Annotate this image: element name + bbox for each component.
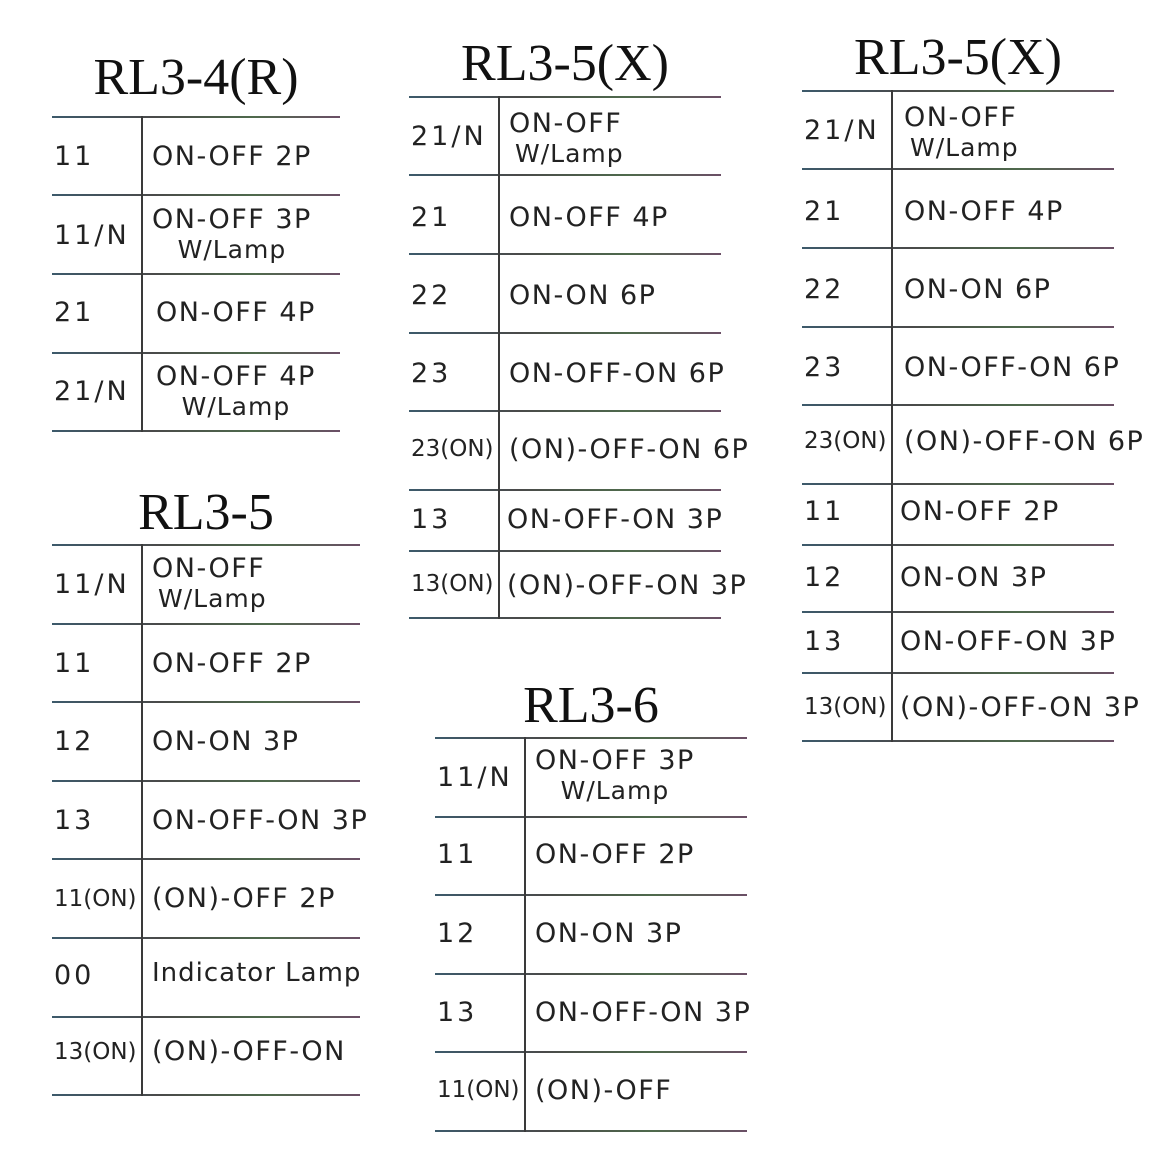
table-row-code: 00 [54,960,95,991]
table-row-desc: ON-ON 6P [904,274,1052,305]
table-row-code: 22 [804,274,845,305]
table-row-desc: ON-OFF W/Lamp [152,553,267,613]
table-row-desc: ON-OFF-ON 3P [152,805,369,836]
table-row-desc: ON-OFF W/Lamp [509,108,624,168]
table-row-desc: (ON)-OFF-ON [152,1036,346,1067]
table-row-code: 12 [54,726,95,757]
table-row-code: 11 [804,496,845,527]
table-row-code: 12 [804,562,845,593]
table-row-code: 13(ON) [804,694,887,720]
table-row-code: 23 [804,352,845,383]
table-row-code: 23 [411,358,452,389]
table-row-code: 13 [804,626,845,657]
table-row-code: 11/N [54,220,130,251]
table-row-code: 12 [437,918,478,949]
table-row-code: 23(ON) [804,428,887,454]
table-row-code: 11(ON) [54,886,137,912]
block-title: RL3-6 [523,677,659,734]
table-row-code: 13(ON) [54,1039,137,1065]
table-row-desc: ON-OFF-ON 3P [507,504,724,535]
table-row-desc: ON-OFF-ON 3P [900,626,1117,657]
table-row-desc: ON-OFF-ON 3P [535,997,752,1028]
table-row-code: 13(ON) [411,571,494,597]
table-row-desc: ON-OFF 2P [900,496,1060,527]
table-row-code: 13 [54,805,95,836]
table-row-code: 21/N [54,376,130,407]
table-row-code: 13 [411,504,452,535]
table-block-rl3-6 [435,670,752,1140]
table-row-desc: ON-OFF 3P W/Lamp [152,204,312,264]
table-row-code: 11/N [437,762,513,793]
table-row-desc: ON-OFF-ON 6P [509,358,726,389]
table-block-rl3-5x-right [802,0,1145,750]
table-row-desc: (ON)-OFF-ON 3P [507,570,748,601]
switch-table [435,737,752,1135]
table-row-desc: (ON)-OFF [535,1075,673,1106]
switch-table [409,96,750,622]
block-title: RL3-4(R) [93,49,299,106]
table-block-rl3-5 [52,480,369,1100]
table-row-code: 21/N [411,121,487,152]
table-row-desc: ON-OFF 4P [156,297,316,328]
table-row-code: 13 [437,997,478,1028]
table-block-rl3-5x-middle [409,0,750,625]
table-row-desc: ON-OFF-ON 6P [904,352,1121,383]
table-row-desc: ON-OFF W/Lamp [904,102,1019,162]
table-row-desc: (ON)-OFF-ON 6P [509,434,750,465]
table-row-desc: ON-OFF 2P [535,839,695,870]
table-row-code: 11(ON) [437,1077,520,1103]
table-row-desc: ON-ON 6P [509,280,657,311]
switch-table [52,116,340,434]
table-row-desc: ON-OFF 2P [152,141,312,172]
table-row-desc: (ON)-OFF-ON 3P [900,692,1141,723]
table-row-code: 11/N [54,569,130,600]
table-row-desc: ON-OFF 4P W/Lamp [156,361,316,421]
table-row-desc: ON-OFF 3P W/Lamp [535,745,695,805]
switch-table [52,544,369,1098]
table-row-code: 21 [54,297,95,328]
table-row-code: 23(ON) [411,436,494,462]
table-row-code: 11 [54,141,95,172]
table-block-rl3-4r [52,0,340,440]
table-row-desc: ON-ON 3P [152,726,300,757]
table-row-desc: ON-OFF 4P [509,202,669,233]
table-row-desc: Indicator Lamp [152,958,362,988]
table-row-desc: ON-ON 3P [535,918,683,949]
table-row-desc: ON-OFF 2P [152,648,312,679]
table-row-code: 11 [54,648,95,679]
table-row-desc: (ON)-OFF-ON 6P [904,426,1145,457]
table-row-code: 21 [411,202,452,233]
table-row-desc: (ON)-OFF 2P [152,883,336,914]
table-row-desc: ON-ON 3P [900,562,1048,593]
block-title: RL3-5(X) [461,35,669,92]
table-row-code: 21/N [804,115,880,146]
table-row-code: 22 [411,280,452,311]
block-title: RL3-5 [138,484,274,541]
table-row-code: 21 [804,196,845,227]
block-title: RL3-5(X) [854,29,1062,86]
switch-table [802,90,1145,744]
table-row-desc: ON-OFF 4P [904,196,1064,227]
table-row-code: 11 [437,839,478,870]
